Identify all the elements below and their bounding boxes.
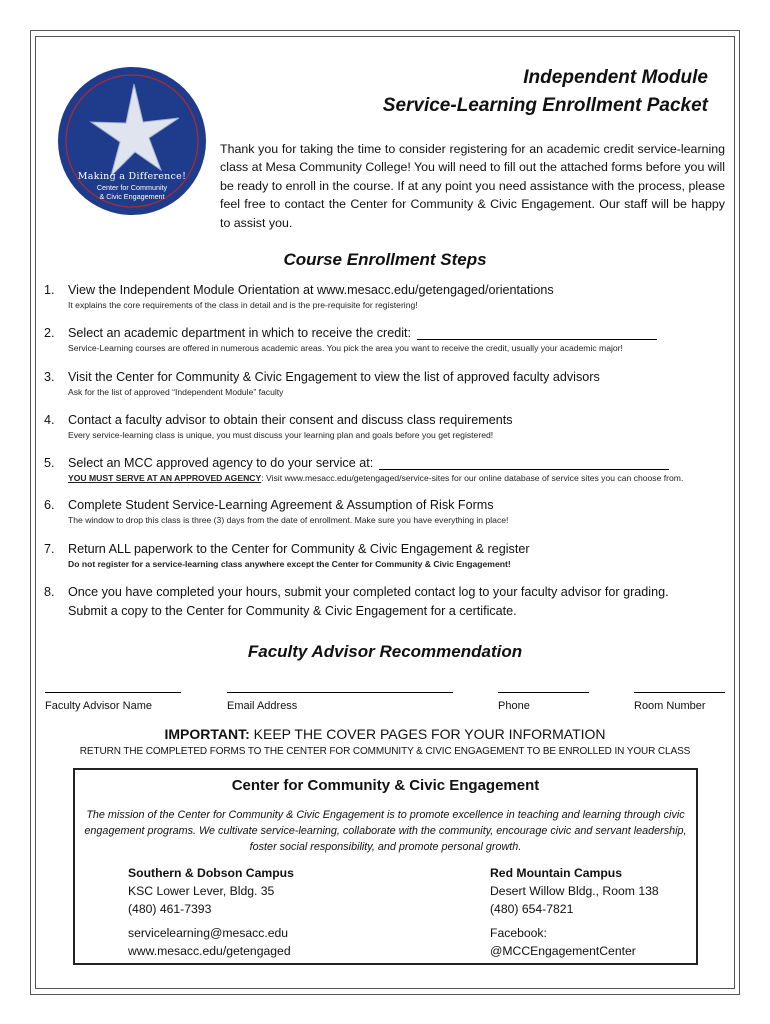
advisor-heading: Faculty Advisor Recommendation xyxy=(247,642,523,661)
center-info-box xyxy=(73,768,698,965)
room-number-label: Room Number xyxy=(634,700,706,712)
svg-text:Making a Difference!: Making a Difference! xyxy=(77,171,187,182)
agency-field[interactable] xyxy=(379,456,669,470)
step-number: 5. xyxy=(44,456,55,470)
step-number: 8. xyxy=(44,585,55,599)
campus-red-mountain xyxy=(490,864,659,960)
contact-email: servicelearning@mesacc.edu xyxy=(128,926,289,940)
title-line-2: Service-Learning Enrollment Packet xyxy=(382,95,708,116)
step-number: 4. xyxy=(44,413,55,427)
facebook-handle: @MCCEngagementCenter xyxy=(490,944,636,958)
step-text-with-blank xyxy=(68,326,657,340)
step-note: YOU MUST SERVE AT AN APPROVED AGENCY: Visit www.mesacc.edu/getengaged/service-sites for our online database of service sites you can choose from. xyxy=(68,473,684,483)
intro-paragraph: Thank you for taking the time to consider registering for an academic credit service-learning class at Mesa Community College! You will need to fill out the attached forms before you will be ready to enroll in the course. If at any point you need assistance with the process, please feel free to contact the Center for Community & Civic Engagement. Our staff will be happy to assist you. xyxy=(220,142,725,230)
step-text: View the Independent Module Orientation at www.mesacc.edu/getengaged/orientations xyxy=(68,283,554,297)
step-text: Contact a faculty advisor to obtain their consent and discuss class requirements xyxy=(68,413,513,427)
important-text: KEEP THE COVER PAGES FOR YOUR INFORMATION xyxy=(249,726,606,742)
step-number: 2. xyxy=(44,326,55,340)
step-text: Once you have completed your hours, submit your completed contact log to your faculty advisor for grading. xyxy=(68,585,669,599)
campus-address: Desert Willow Bldg., Room 138 xyxy=(490,884,659,898)
step-note: Service-Learning courses are offered in numerous academic areas. You pick the area you want to receive the credit, usually your academic major! xyxy=(68,343,623,353)
phone-field[interactable] xyxy=(498,692,589,693)
svg-text:Center for Community: Center for Community xyxy=(96,183,168,192)
campus-southern-dobson xyxy=(128,864,294,960)
step-text: Visit the Center for Community & Civic Engagement to view the list of approved faculty advisors xyxy=(68,370,600,384)
step-text: Complete Student Service-Learning Agreement & Assumption of Risk Forms xyxy=(68,498,494,512)
advisor-name-label: Faculty Advisor Name xyxy=(45,700,152,712)
svg-text:& Civic Engagement: & Civic Engagement xyxy=(99,192,165,201)
step-number: 3. xyxy=(44,370,55,384)
step-note: It explains the core requirements of the class in detail and is the pre-requisite for registering! xyxy=(68,300,418,310)
facebook-label: Facebook: xyxy=(490,926,547,940)
step-number: 7. xyxy=(44,542,55,556)
steps-heading: Course Enrollment Steps xyxy=(283,250,487,269)
step-number: 1. xyxy=(44,283,55,297)
room-number-field[interactable] xyxy=(634,692,725,693)
advisor-name-field[interactable] xyxy=(45,692,181,693)
step-text: Return ALL paperwork to the Center for Community & Civic Engagement & register xyxy=(68,542,530,556)
document-title xyxy=(383,64,708,120)
contact-website: www.mesacc.edu/getengaged xyxy=(128,944,291,958)
step-text-with-blank xyxy=(68,456,669,470)
campus-address: KSC Lower Lever, Bldg. 35 xyxy=(128,884,275,898)
return-instructions: RETURN THE COMPLETED FORMS TO THE CENTER FOR COMMUNITY & CIVIC ENGAGEMENT TO BE ENROLLED IN YOUR CLASS xyxy=(79,746,691,757)
important-label: IMPORTANT: xyxy=(164,726,250,742)
step-text-line-2: Submit a copy to the Center for Community & Civic Engagement for a certificate. xyxy=(68,604,517,618)
important-notice xyxy=(0,726,770,742)
title-line-1: Independent Module xyxy=(523,67,708,88)
phone-label: Phone xyxy=(498,700,530,712)
mission-statement: The mission of the Center for Community & Civic Engagement is to promote excellence in teaching and learning through civic engagement programs. We cultivate service-learning, collaborate with the community, encourage civic and servant leadership, foster social responsibility, and promote personal growth. xyxy=(84,809,687,853)
step-note: Ask for the list of approved “Independent Module” faculty xyxy=(68,387,284,397)
email-address-field[interactable] xyxy=(227,692,453,693)
step-note: The window to drop this class is three (3) days from the date of enrollment. Make sure you have everything in place! xyxy=(68,515,509,525)
step-note: Every service-learning class is unique, you must discuss your learning plan and goals before you get registered! xyxy=(68,430,494,440)
step-number: 6. xyxy=(44,498,55,512)
campus-name: Red Mountain Campus xyxy=(490,866,623,880)
campus-name: Southern & Dobson Campus xyxy=(128,866,294,880)
step-text: Select an MCC approved agency to do your service at: xyxy=(68,456,374,470)
step-note: Do not register for a service-learning class anywhere except the Center for Community & Civic Engagement! xyxy=(68,559,511,569)
email-address-label: Email Address xyxy=(227,700,298,712)
center-logo-seal xyxy=(57,66,207,216)
campus-phone: (480) 654-7821 xyxy=(490,902,574,916)
department-field[interactable] xyxy=(417,326,657,340)
step-text: Select an academic department in which to receive the credit: xyxy=(68,326,412,340)
campus-phone: (480) 461-7393 xyxy=(128,902,212,916)
step-note-emphasis: YOU MUST SERVE AT AN APPROVED AGENCY xyxy=(68,473,262,483)
center-title: Center for Community & Civic Engagement xyxy=(231,777,540,794)
